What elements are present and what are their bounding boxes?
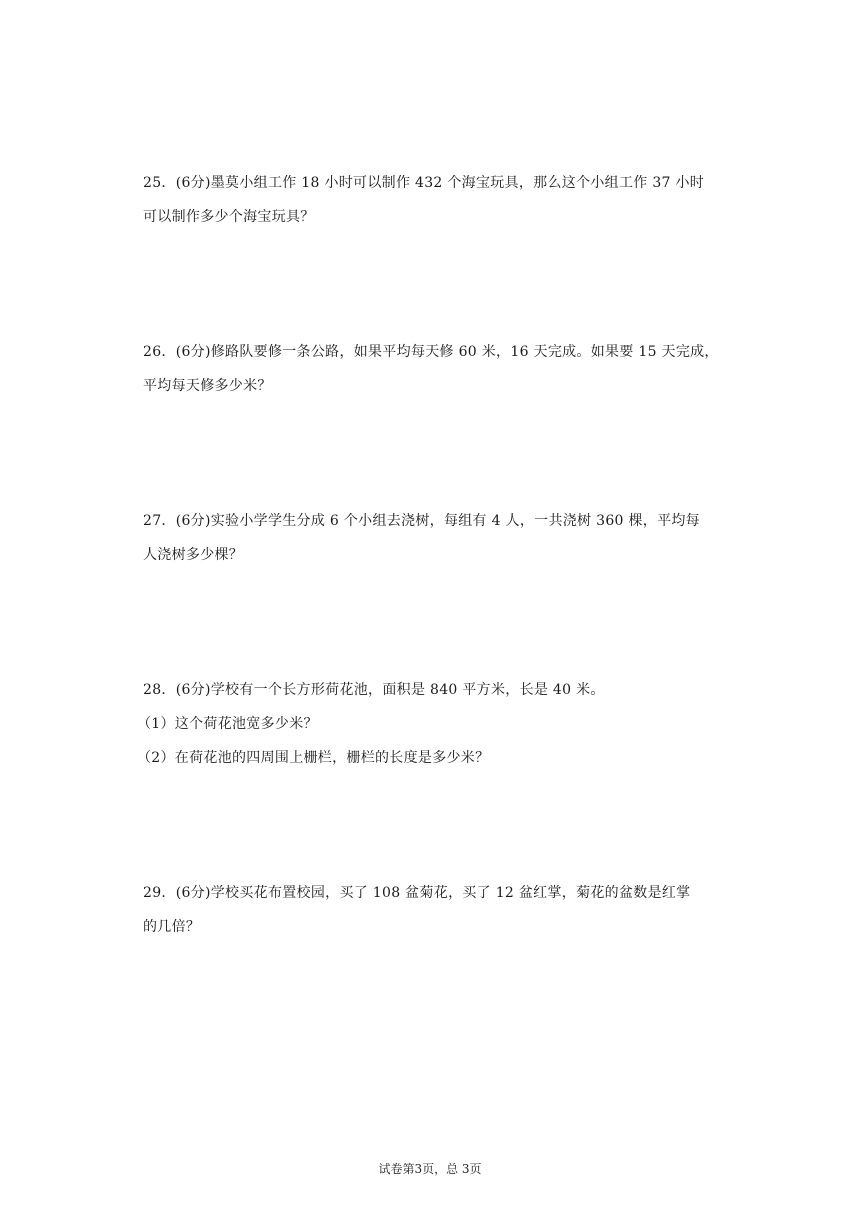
question-27-line-1: 27．(6分)实验小学学生分成 6 个小组去浇树，每组有 4 人，一共浇树 360 棵，平均每: [143, 513, 700, 529]
question-26-line-1: 26．(6分)修路队要修一条公路，如果平均每天修 60 米，16 天完成。如果要 15 天完成，: [143, 344, 719, 360]
question-26-line-2: 平均每天修多少米？: [143, 378, 272, 394]
question-29-line-2: 的几倍？: [143, 919, 201, 935]
question-28-line-1: 28．(6分)学校有一个长方形荷花池，面积是 840 平方米，长是 40 米。: [143, 682, 605, 698]
page-footer: 试卷第3页，总 3页: [378, 1162, 482, 1176]
question-29-line-1: 29．(6分)学校买花布置校园，买了 108 盆菊花，买了 12 盆红掌，菊花的盆数是红掌: [143, 885, 691, 901]
question-25: [143, 166, 723, 234]
question-26: [143, 335, 723, 403]
question-28-sub-2: （2）在荷花池的四周围上栅栏，栅栏的长度是多少米？: [137, 750, 490, 766]
question-27: [143, 504, 723, 572]
question-25-line-1: 25．(6分)墨莫小组工作 18 小时可以制作 432 个海宝玩具，那么这个小组工作 37 小时: [143, 175, 705, 191]
question-25-line-2: 可以制作多少个海宝玩具？: [143, 209, 315, 225]
question-28-sub-1: （1）这个荷花池宽多少米？: [137, 716, 318, 732]
question-28: [137, 673, 723, 775]
question-27-line-2: 人浇树多少棵？: [143, 547, 244, 563]
question-29: [143, 876, 723, 944]
